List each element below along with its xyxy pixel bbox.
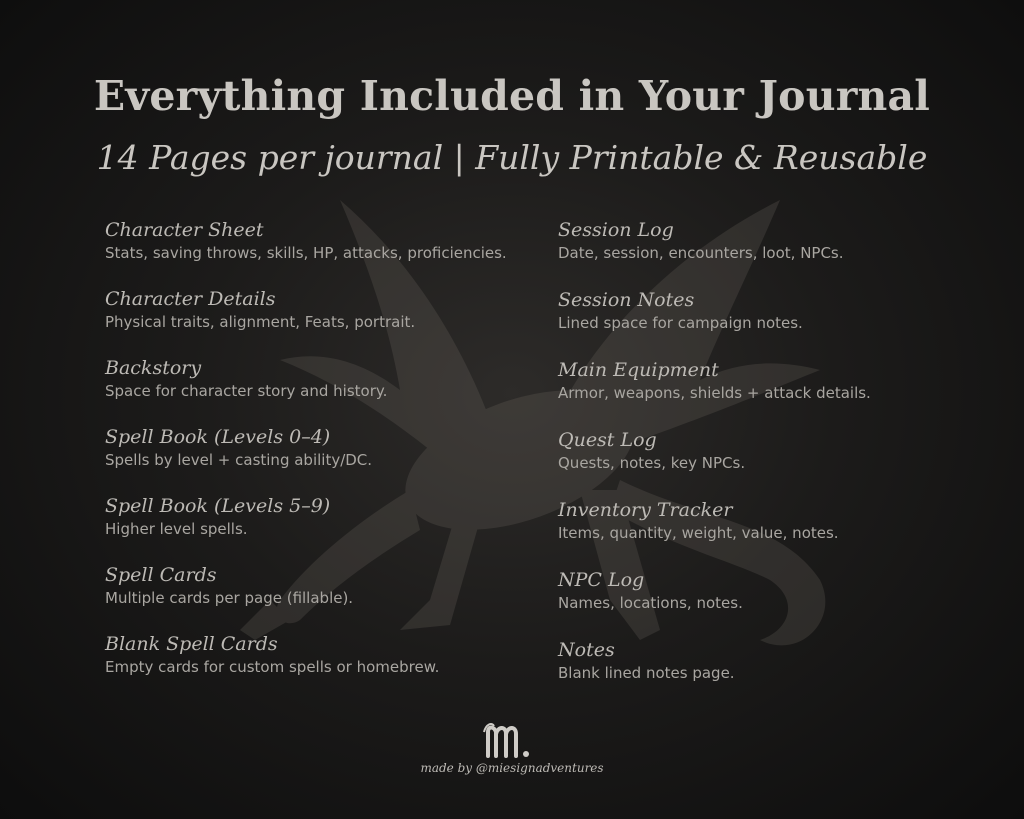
item-title: Spell Book (Levels 5–9) xyxy=(105,495,331,517)
list-item xyxy=(105,287,525,333)
item-description: Names, locations, notes. xyxy=(558,594,743,612)
item-title: Spell Book (Levels 0–4) xyxy=(105,426,331,448)
item-title: Spell Cards xyxy=(105,564,217,586)
item-title: Blank Spell Cards xyxy=(105,633,278,655)
item-description: Empty cards for custom spells or homebrew. xyxy=(105,658,440,676)
item-title: Main Equipment xyxy=(558,359,719,381)
item-description: Items, quantity, weight, value, notes. xyxy=(558,524,839,542)
item-description: Blank lined notes page. xyxy=(558,664,735,682)
right-column xyxy=(558,218,998,708)
list-item xyxy=(105,563,525,609)
item-description: Higher level spells. xyxy=(105,520,248,538)
list-item xyxy=(558,638,998,684)
item-description: Space for character story and history. xyxy=(105,382,388,400)
item-title: Quest Log xyxy=(558,429,657,451)
item-description: Multiple cards per page (fillable). xyxy=(105,589,354,607)
item-title: Character Sheet xyxy=(105,219,264,241)
monogram-m-logo xyxy=(480,718,544,760)
item-description: Date, session, encounters, loot, NPCs. xyxy=(558,244,844,262)
list-item xyxy=(105,425,525,471)
item-description: Physical traits, alignment, Feats, portrait. xyxy=(105,313,416,331)
left-column xyxy=(105,218,525,701)
item-title: Character Details xyxy=(105,288,276,310)
item-title: Backstory xyxy=(105,357,202,379)
list-item xyxy=(558,358,998,404)
list-item xyxy=(105,494,525,540)
item-description: Armor, weapons, shields + attack details. xyxy=(558,384,871,402)
page-title: Everything Included in Your Journal xyxy=(93,72,931,120)
list-item xyxy=(558,288,998,334)
list-item xyxy=(105,356,525,402)
item-description: Spells by level + casting ability/DC. xyxy=(105,451,373,469)
list-item xyxy=(105,632,525,678)
list-item xyxy=(558,428,998,474)
item-description: Lined space for campaign notes. xyxy=(558,314,803,332)
item-title: Notes xyxy=(558,639,615,661)
item-description: Quests, notes, key NPCs. xyxy=(558,454,746,472)
item-title: Session Log xyxy=(558,219,674,241)
item-description: Stats, saving throws, skills, HP, attacks, proficiencies. xyxy=(105,244,507,262)
credit-text: made by @miesignadventures xyxy=(420,761,604,775)
list-item xyxy=(558,568,998,614)
item-title: NPC Log xyxy=(558,569,645,591)
item-title: Inventory Tracker xyxy=(558,499,733,521)
list-item xyxy=(105,218,525,264)
item-title: Session Notes xyxy=(558,289,695,311)
page-subtitle: 14 Pages per journal | Fully Printable & Reusable xyxy=(96,138,928,177)
list-item xyxy=(558,498,998,544)
list-item xyxy=(558,218,998,264)
